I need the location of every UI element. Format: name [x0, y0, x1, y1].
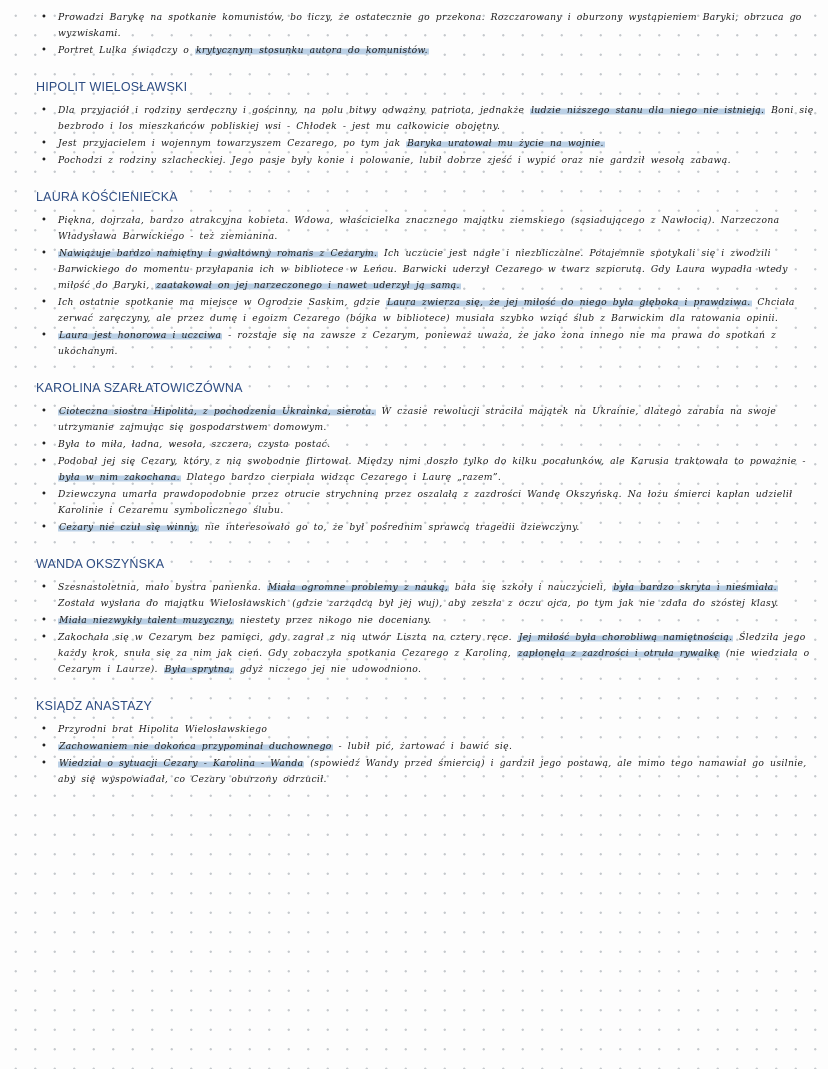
bullet-text: Chciała zerwać zaręczyny, ale przez dumę i egoizm Cezarego (bójka w bibliotece) musiała szybko wziąć ślub z Barwickim dla ratowania opinii.: [58, 297, 795, 324]
highlighted-text: zaatakował on jej narzeczonego i nawet uderzył ją samą.: [156, 280, 460, 291]
bullet-text: Ich uczucie jest nagłe i niezbliczalne. Potajemnie spotykali się i zwodzili Barwickiego do momentu przyłapania ich w bibliotece w Leńcu. Barwicki uderzył Cezarego w twarz szpicrutą. Gdy Laura wypadła wtedy miłość do Baryki,: [58, 248, 788, 291]
highlighted-text: Laura zwierza się, że jej miłość do niego była głęboka i prawdziwa.: [387, 297, 751, 308]
list-item: [38, 328, 814, 360]
section-karolina: [38, 381, 814, 536]
list-item: [38, 43, 814, 59]
highlighted-text: Zachowaniem nie dokońca przypominał duchownego: [59, 741, 332, 752]
bullet-list: [38, 10, 814, 59]
highlighted-text: krytycznym stosunku autora do komunistów.: [195, 45, 428, 56]
highlighted-text: Była sprytna,: [164, 664, 234, 675]
section-heading: HIPOLIT WIELOSŁAWSKI: [36, 80, 188, 94]
list-item: [38, 10, 814, 42]
bullet-text: (spowiedź Wandy przed śmiercią) i gardził jego postawą, ale mimo tego namawiał go usilnie, aby się wyspowiadał, co Cezary oburzony odrzucił.: [58, 758, 807, 785]
list-item: [38, 454, 814, 486]
bullet-text: niestety przez nikogo nie doceniany.: [234, 615, 432, 626]
list-item: [38, 722, 814, 738]
highlighted-text: Wiedział o sytuacji Cezary - Karolina - Wanda: [59, 758, 304, 769]
bullet-text: Jest przyjacielem i wojennym towarzyszem Cezarego, po tym jak: [58, 138, 407, 149]
bullet-text: Zakochała się w Cezarym bez pamięci, gdy zagrał z nią utwór Liszta na cztery ręce.: [58, 632, 518, 643]
list-item: [38, 153, 814, 169]
list-item: [38, 103, 814, 135]
section-wanda: [38, 557, 814, 678]
section-heading: KAROLINA SZARŁATOWICZÓWNA: [36, 381, 243, 395]
highlighted-text: Jej miłość była chorobliwą namiętnością.: [518, 632, 733, 643]
list-item: [38, 630, 814, 678]
bullet-text: Została wysłana do majątku Wielosławskich (gdzie zarządcą był jej wuj), aby zeszła z oczu ojca, po tym jak nie zdała do szóstej klasy.: [58, 598, 779, 609]
highlighted-text: zapłonęła z zazdrości i otruła rywalkę: [517, 648, 720, 659]
bullet-text: Piękna, dojrzała, bardzo atrakcyjna kobieta. Wdowa, właścicielka znacznego majątku ziemskiego (sąsiadującego z Nawłocią). Narzeczona Władysława Barwickiego - też ziemianina.: [58, 215, 780, 242]
list-item: [38, 756, 814, 788]
highlighted-text: Miała niezwykły talent muzyczny,: [59, 615, 234, 626]
bullet-text: Podobał jej się Cezary, który z nią swobodnie flirtował. Między nimi doszło tylko do kilku pocałunków, ale Karusia traktowała to poważnie -: [58, 456, 806, 467]
list-item: [38, 404, 814, 436]
list-item: [38, 739, 814, 755]
bullet-text: Dziewczyna umarła prawdopodobnie przez otrucie strychniną przez oszalałą z zazdrości Wandę Okszyńską. Na łożu śmierci kapłan udzielił Karolinie i Cezaremu symbolicznego ślubu.: [58, 489, 793, 516]
list-item: [38, 437, 814, 453]
bullet-text: Portret Lulka świadczy o: [58, 45, 195, 56]
list-item: [38, 295, 814, 327]
bullet-list: [38, 213, 814, 360]
section-laura: [38, 190, 814, 360]
bullet-text: gdyż niczego jej nie udowodniono.: [234, 664, 422, 675]
highlighted-text: była w nim zakochana.: [59, 472, 180, 483]
section-anastazy: [38, 699, 814, 788]
section-continuation: [38, 10, 814, 59]
bullet-list: [38, 103, 814, 169]
bullet-text: Śledziła jego każdy krok, snuła się za nim jak cień. Gdy zobaczyła spotkania Cezarego z Karoliną,: [58, 632, 806, 659]
bullet-text: bała się szkoły i nauczycieli,: [449, 582, 613, 593]
list-item: [38, 213, 814, 245]
bullet-text: - rozstaje się na zawsze z Cezarym, ponieważ uważa, że jako żona innego nie ma prawa do spotkań z ukochanym.: [58, 330, 777, 357]
section-hipolit: [38, 80, 814, 169]
bullet-text: nie interesowało go to, że był pośrednim sprawcą tragedii dziewczyny.: [198, 522, 580, 533]
bullet-text: Przyrodni brat Hipolita Wielosławskiego: [58, 724, 268, 735]
highlighted-text: Miała ogromne problemy z nauką,: [267, 582, 449, 593]
bullet-text: Boni się bezbrodo i los mieszkańców pobliskiej wsi - Chłodek - jest mu całkowicie obojętny.: [58, 105, 814, 132]
bullet-list: [38, 722, 814, 788]
bullet-text: W czasie rewolucji straciła majątek na Ukrainie, dlatego zarabia na swoje utrzymanie zajmując się gospodarstwem domowym.: [58, 406, 777, 433]
list-item: [38, 580, 814, 612]
list-item: [38, 136, 814, 152]
section-heading: WANDA OKSZYŃSKA: [36, 557, 165, 571]
highlighted-text: Nawiązuje bardzo namiętny i gwałtowny romans z Cezarym.: [59, 248, 378, 259]
bullet-text: Dlatego bardzo cierpiała widząc Cezarego i Laurę „razem”.: [180, 472, 502, 483]
list-item: [38, 246, 814, 294]
section-heading: KSIĄDZ ANASTAZY: [36, 699, 152, 713]
bullet-text: (nie wiedziała o Cezarym i Laurze).: [58, 648, 810, 675]
bullet-text: Szesnastoletnia, mało bystra panienka.: [58, 582, 267, 593]
bullet-list: [38, 580, 814, 678]
list-item: [38, 613, 814, 629]
bullet-text: Była to miła, ładna, wesoła, szczera, czysta postać.: [58, 439, 331, 450]
section-heading: LAURA KOŚCIENIECKA: [36, 190, 178, 204]
bullet-list: [38, 404, 814, 536]
highlighted-text: ludzie niższego stanu dla niego nie istnieją.: [531, 105, 765, 116]
highlighted-text: Cezary nie czuł się winny,: [59, 522, 198, 533]
highlighted-text: była bardzo skryta i nieśmiała.: [613, 582, 777, 593]
bullet-text: - lubił pić, żartować i bawić się.: [332, 741, 513, 752]
highlighted-text: Cioteczna siostra Hipolita, z pochodzenia Ukrainka, sierota.: [59, 406, 375, 417]
highlighted-text: Laura jest honorowa i uczciwa: [59, 330, 222, 341]
bullet-text: Prowadzi Barykę na spotkanie komunistów, bo liczy, że ostatecznie go przekona. Rozczarowany i oburzony wystąpieniem Baryki, obrzuca go wyzwiskami.: [58, 12, 802, 39]
bullet-text: Pochodzi z rodziny szlacheckiej. Jego pasje były konie i polowanie, lubił dobrze zjeść i wypić oraz nie gardził wesołą zabawą.: [58, 155, 731, 166]
list-item: [38, 487, 814, 519]
bullet-text: Ich ostatnie spotkanie ma miejsce w Ogrodzie Saskim, gdzie: [58, 297, 387, 308]
highlighted-text: Baryka uratował mu życie na wojnie.: [407, 138, 604, 149]
bullet-text: Dla przyjaciół i rodziny serdeczny i gościnny, na polu bitwy odważny patriota, jednakże: [58, 105, 531, 116]
list-item: [38, 520, 814, 536]
